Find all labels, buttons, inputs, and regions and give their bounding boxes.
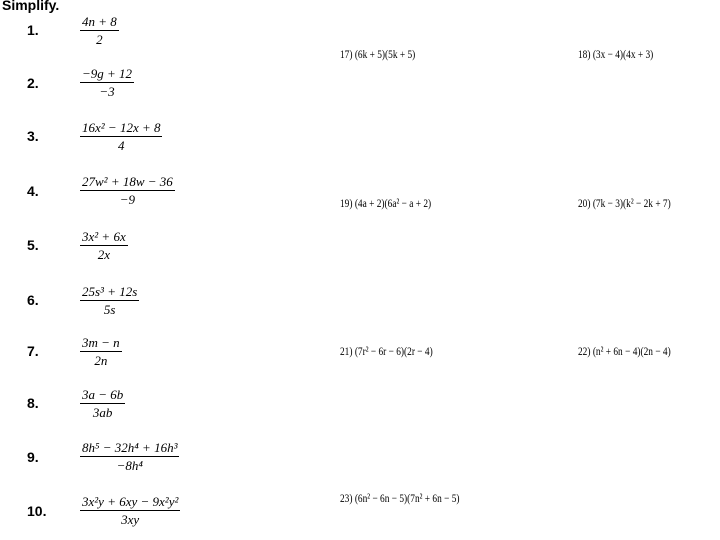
fraction-numerator: 3a − 6b: [82, 387, 124, 402]
problem-label: 22): [578, 344, 591, 358]
fraction-numerator: 16x² − 12x + 8: [82, 120, 161, 135]
problem-expression: (7r² − 6r − 6)(2r − 4): [354, 344, 433, 358]
fraction-numerator: 4n + 8: [82, 14, 117, 29]
fraction-numerator: 25s³ + 12s: [82, 284, 138, 299]
problem-fraction: [80, 440, 179, 473]
problem-expression: (3x − 4)(4x + 3): [592, 47, 654, 61]
problem-fraction: [80, 120, 162, 153]
fraction-numerator: 3x²y + 6xy − 9x²y²: [82, 494, 179, 509]
problem-20: [578, 196, 671, 211]
problem-label: 23): [340, 491, 353, 505]
fraction-denominator: −3: [99, 84, 115, 99]
problem-number: 9.: [27, 449, 39, 465]
problem-label: 20): [578, 196, 591, 210]
fraction-denominator: 3xy: [121, 512, 140, 527]
problem-18: [578, 47, 653, 62]
problem-label: 18): [578, 47, 591, 61]
problem-22: [578, 344, 671, 359]
problem-label: 21): [340, 344, 353, 358]
problem-expression: (4a + 2)(6a² − a + 2): [354, 196, 432, 210]
problem-expression: (6n² − 6n − 5)(7n² + 6n − 5): [354, 491, 460, 505]
fraction-numerator: 3x² + 6x: [82, 229, 126, 244]
fraction-denominator: 2: [96, 32, 103, 47]
fraction-numerator: 3m − n: [82, 335, 120, 350]
fraction-denominator: 5s: [103, 302, 116, 317]
problem-17: [340, 47, 415, 62]
problem-fraction: [80, 284, 139, 317]
problem-fraction: [80, 14, 119, 47]
fraction-numerator: 8h⁵ − 32h⁴ + 16h³: [82, 440, 178, 455]
problem-number: 7.: [27, 343, 39, 359]
problem-fraction: [80, 335, 122, 368]
fraction-denominator: 4: [117, 138, 125, 153]
fraction-denominator: 3ab: [92, 405, 113, 420]
problem-number: 1.: [27, 22, 39, 38]
fraction-denominator: −8h⁴: [116, 458, 143, 473]
fraction-denominator: −9: [119, 192, 136, 207]
problem-label: 19): [340, 196, 353, 210]
problem-expression: (n² + 6n − 4)(2n − 4): [592, 344, 671, 358]
problem-fraction: [80, 494, 180, 527]
problem-label: 17): [340, 47, 353, 61]
problem-number: 3.: [27, 128, 39, 144]
problem-number: 6.: [27, 292, 39, 308]
problem-expression: (7k − 3)(k² − 2k + 7): [592, 196, 671, 210]
problem-fraction: [80, 174, 175, 207]
problem-fraction: [80, 66, 134, 99]
fraction-denominator: 2x: [97, 247, 110, 262]
fraction-denominator: 2n: [94, 353, 108, 368]
problem-21: [340, 344, 433, 359]
problem-fraction: [80, 229, 128, 262]
problem-fraction: [80, 387, 125, 420]
fraction-numerator: −9g + 12: [82, 66, 133, 81]
problem-23: [340, 491, 460, 506]
problem-number: 10.: [27, 503, 47, 519]
problem-number: 2.: [27, 75, 39, 91]
problem-19: [340, 196, 431, 211]
fraction-numerator: 27w² + 18w − 36: [82, 174, 173, 189]
problem-number: 5.: [27, 237, 39, 253]
problem-expression: (6k + 5)(5k + 5): [354, 47, 416, 61]
worksheet-heading: Simplify.: [2, 0, 60, 13]
problem-number: 8.: [27, 395, 39, 411]
problem-number: 4.: [27, 183, 39, 199]
